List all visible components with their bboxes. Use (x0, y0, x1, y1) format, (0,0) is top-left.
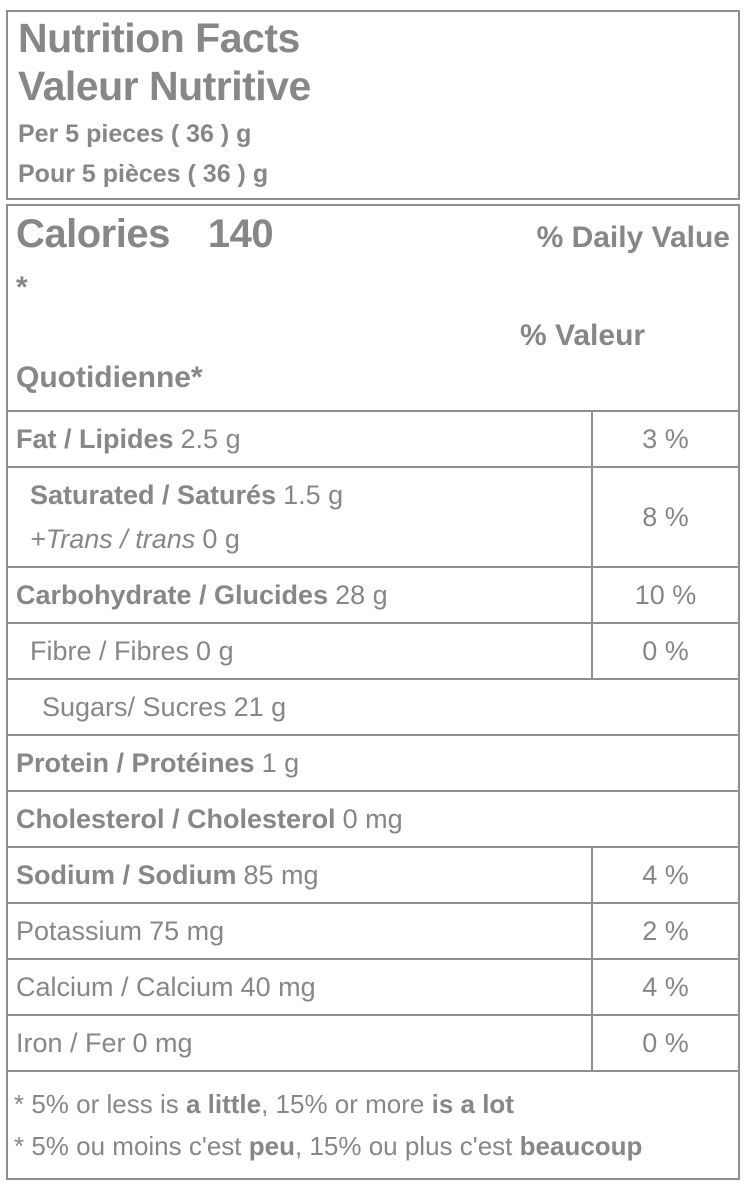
nutrient-text (16, 422, 591, 456)
nutrient-amount: 40 mg (240, 972, 316, 1002)
title-en: Nutrition Facts (18, 15, 300, 61)
nutrient-label: Sugars/ Sucres (42, 692, 227, 722)
nutrient-amount: 21 g (233, 692, 287, 722)
nutrient-row-sugars (8, 678, 738, 734)
footnote-fr-mid: , 15% ou plus c'est (294, 1131, 520, 1161)
nutrient-label: Potassium (16, 916, 143, 946)
nutrient-row-sodium (8, 846, 738, 902)
daily-value-header-fr-line1: % Valeur (520, 319, 646, 352)
calories-row (8, 206, 738, 257)
nutrient-label: Saturated / Saturés (30, 480, 277, 510)
nutrient-dv: 4 % (591, 848, 738, 902)
nutrient-amount: 28 g (335, 580, 388, 610)
footnote-fr-bold1: peu (248, 1131, 295, 1161)
nutrient-text-trans (16, 522, 591, 556)
serving-size-en: Per 5 pieces ( 36 ) g (18, 120, 252, 148)
footnote-fr-bold2: beaucoup (519, 1131, 643, 1161)
nutrient-label: Fat / Lipides (16, 424, 174, 454)
nutrient-label: Cholesterol / Cholesterol (16, 804, 336, 834)
nutrient-row-cholesterol (8, 790, 738, 846)
nutrient-amount: 0 mg (132, 1028, 193, 1058)
nutrient-text (16, 802, 738, 836)
serving-size-fr: Pour 5 pièces ( 36 ) g (18, 160, 269, 188)
nutrient-amount: 0 mg (342, 804, 403, 834)
nutrient-row-fat (8, 410, 738, 466)
nutrient-amount-trans: 0 g (202, 524, 240, 554)
nutrient-label: Protein / Protéines (16, 748, 255, 778)
nutrient-row-saturated-trans (8, 466, 738, 566)
footnote-en-text: * 5% or less is (14, 1089, 186, 1119)
footnote-en-bold1: a little (185, 1089, 262, 1119)
footnote-en (14, 1086, 730, 1122)
nutrient-dv: 4 % (591, 960, 738, 1014)
nutrient-row-potassium (8, 902, 738, 958)
nutrient-row-iron (8, 1014, 738, 1070)
nutrient-text (16, 634, 591, 668)
nutrient-text (16, 970, 591, 1004)
nutrient-row-carbohydrate (8, 566, 738, 622)
nutrient-text (16, 858, 591, 892)
label-header (6, 10, 740, 200)
nutrient-dv: 10 % (591, 568, 738, 622)
nutrient-dv: 2 % (591, 904, 738, 958)
calories-section (8, 206, 738, 410)
footnote-en-mid: , 15% or more (261, 1089, 432, 1119)
calories-value: 140 (207, 212, 274, 256)
nutrient-row-calcium (8, 958, 738, 1014)
daily-value-asterisk: * (16, 271, 28, 304)
nutrient-text (16, 914, 591, 948)
nutrient-dv: 0 % (591, 1016, 738, 1070)
footnote-fr-text: * 5% ou moins c'est (14, 1131, 249, 1161)
nutrient-label: Carbohydrate / Glucides (16, 580, 329, 610)
nutrient-dv: 0 % (591, 624, 738, 678)
nutrient-amount: 85 mg (243, 860, 319, 890)
daily-value-header-en: % Daily Value (536, 221, 730, 254)
footnote-fr (14, 1128, 730, 1164)
nutrient-amount: 2.5 g (180, 424, 241, 454)
daily-value-header-fr-line2: Quotidienne* (16, 361, 203, 394)
footnotes (8, 1070, 738, 1178)
nutrient-amount: 75 mg (149, 916, 225, 946)
nutrient-dv: 3 % (591, 412, 738, 466)
nutrient-label-trans: +Trans / trans (30, 524, 196, 554)
nutrient-dv: 8 % (591, 468, 738, 566)
nutrient-text (16, 1026, 591, 1060)
nutrient-label: Calcium / Calcium (16, 972, 234, 1002)
nutrient-label: Sodium / Sodium (16, 860, 237, 890)
nutrient-text (16, 478, 591, 512)
nutrient-row-fibre (8, 622, 738, 678)
title-fr: Valeur Nutritive (18, 63, 311, 109)
calories-line (16, 212, 273, 257)
label-body (6, 204, 740, 1180)
nutrient-amount: 0 g (196, 636, 234, 666)
nutrient-text (16, 578, 591, 612)
nutrient-text (16, 746, 738, 780)
nutrient-amount: 1 g (261, 748, 300, 778)
nutrient-text (16, 690, 738, 724)
nutrient-label: Fibre / Fibres (30, 636, 190, 666)
nutrient-row-protein (8, 734, 738, 790)
calories-label: Calories (16, 212, 170, 256)
nutrient-amount: 1.5 g (283, 480, 344, 510)
nutrient-label: Iron / Fer (16, 1028, 126, 1058)
footnote-en-bold2: is a lot (431, 1089, 514, 1119)
